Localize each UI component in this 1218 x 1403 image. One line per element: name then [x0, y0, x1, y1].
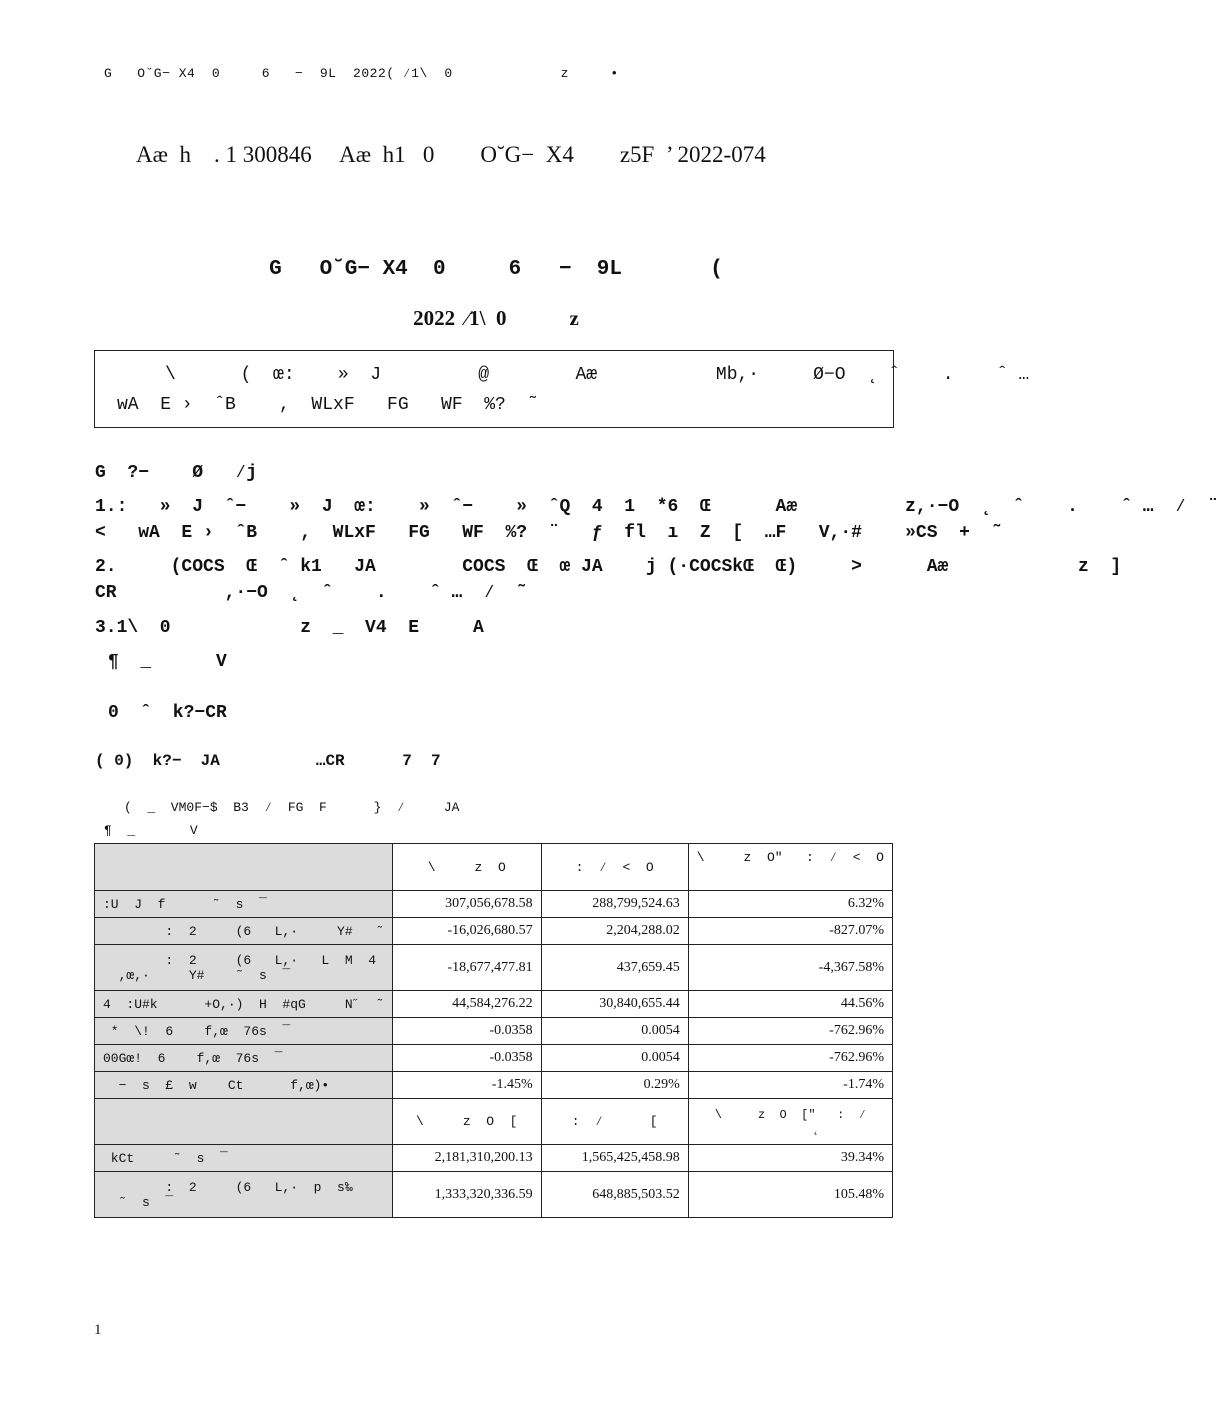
table-header-cell: : ⁄ [ [541, 1099, 688, 1145]
value-current: -0.0358 [392, 1045, 541, 1072]
value-previous: 288,799,524.63 [541, 891, 688, 918]
row-label: kCt ˜ s ¯ [95, 1145, 393, 1172]
financial-table [94, 843, 893, 1218]
row-label: : 2 (6 L,· Y# ˜ [95, 918, 393, 945]
row-label: : 2 (6 L,· L M 4 ,œ,· Y# ˜ s ¯ [95, 945, 393, 991]
value-change: -1.74% [688, 1072, 892, 1099]
value-previous: 437,659.45 [541, 945, 688, 991]
value-change: 105.48% [688, 1172, 892, 1218]
unit-line: ¶ _ V [108, 652, 227, 672]
item2-line-b: CR ,·−O ˛ ˆ . ˆ … ⁄ ˜ [95, 583, 528, 603]
table-row [95, 1018, 893, 1045]
document-title-line2: 2022 ⁄1\ 0 z [413, 306, 579, 330]
value-current: -0.0358 [392, 1018, 541, 1045]
value-change: 39.34% [688, 1145, 892, 1172]
table-header-cell: \ z O [ [392, 1099, 541, 1145]
value-previous: 0.0054 [541, 1045, 688, 1072]
value-current: 307,056,678.58 [392, 891, 541, 918]
value-previous: 0.29% [541, 1072, 688, 1099]
notice-line1: \ ( œ: » J @ Aæ Mb,· Ø−O ˛ ˆ . ˆ … [165, 365, 1030, 385]
value-change: -762.96% [688, 1018, 892, 1045]
value-current: 2,181,310,200.13 [392, 1145, 541, 1172]
row-label: : 2 (6 L,· p s‰ ˜ s ¯ [95, 1172, 393, 1218]
table-header-cell: \ z O [" : ⁄ ˛ [688, 1099, 892, 1145]
item3-line: 3.1\ 0 z _ V4 E A [95, 618, 484, 638]
value-previous: 1,565,425,458.98 [541, 1145, 688, 1172]
value-previous: 0.0054 [541, 1018, 688, 1045]
value-current: -1.45% [392, 1072, 541, 1099]
document-title-line1: G O˘G− X4 0 6 − 9L ( [269, 258, 723, 281]
value-previous: 30,840,655.44 [541, 991, 688, 1018]
value-current: 44,584,276.22 [392, 991, 541, 1018]
row-label: − s £ w Ct f,œ)• [95, 1072, 393, 1099]
table-row [95, 1145, 893, 1172]
item1-line-b: < wA E › ˆB , WLxF FG WF %? ¨ ƒ fl ı Z [ …F V,·# »CS + ˜ [95, 523, 1003, 543]
document-header: G O˘G− X4 0 6 − 9L 2022( ⁄1\ 0 z • [104, 66, 619, 81]
value-change: -762.96% [688, 1045, 892, 1072]
table-header-cell: \ z O" : ⁄ < O [688, 844, 892, 891]
table-header-cell [95, 844, 393, 891]
table-header-row [95, 844, 893, 891]
table-header-row [95, 1099, 893, 1145]
item2-line-a: 2. (COCS Œ ˆ k1 JA COCS Œ œ JA j (·COCSkŒ Œ) > Aæ z ] [95, 557, 1122, 577]
table-caption: ( _ VM0F−$ B3 ⁄ FG F } ⁄ JA [124, 800, 460, 815]
table-unit: ¶ _ V [104, 823, 198, 838]
row-label: 00Gœ! 6 f,œ 76s ¯ [95, 1045, 393, 1072]
value-previous: 648,885,503.52 [541, 1172, 688, 1218]
table-header-cell: \ z O [392, 844, 541, 891]
page-number: 1 [94, 1322, 102, 1338]
value-current: -18,677,477.81 [392, 945, 541, 991]
table-header-cell: : ⁄ < O [541, 844, 688, 891]
table-row [95, 918, 893, 945]
subsection-2: ( 0) k?− JA …CR 7 7 [95, 752, 441, 770]
table-header-cell [95, 1099, 393, 1145]
value-change: -4,367.58% [688, 945, 892, 991]
row-label: * \! 6 f,œ 76s ¯ [95, 1018, 393, 1045]
stock-code-line: Aæ h . 1 300846 Aæ h1 0 O˘G− X4 z5F ’ 2022-074 [136, 142, 766, 167]
value-current: 1,333,320,336.59 [392, 1172, 541, 1218]
table-row [95, 945, 893, 991]
value-change: 6.32% [688, 891, 892, 918]
subsection-1: 0 ˆ k?−CR [108, 703, 227, 723]
table-row [95, 991, 893, 1018]
table-row [95, 891, 893, 918]
table-row [95, 1072, 893, 1099]
item1-line-a: 1.: » J ˆ− » J œ: » ˆ− » ˆQ 4 1 *6 Œ Aæ z,·−O ˛ ˆ . ˆ … ⁄ ¨ [95, 497, 1218, 517]
notice-line2: wA E › ˆB , WLxF FG WF %? ˜ [117, 395, 539, 415]
table-row [95, 1172, 893, 1218]
row-label: :U J f ˜ s ¯ [95, 891, 393, 918]
notice-box [94, 350, 1030, 428]
value-change: 44.56% [688, 991, 892, 1018]
value-current: -16,026,680.57 [392, 918, 541, 945]
section-heading: G ?− Ø ⁄j [95, 463, 258, 483]
value-previous: 2,204,288.02 [541, 918, 688, 945]
row-label: 4 :U#k +O,·) H #qG N˝ ˜ [95, 991, 393, 1018]
table-row [95, 1045, 893, 1072]
value-change: -827.07% [688, 918, 892, 945]
